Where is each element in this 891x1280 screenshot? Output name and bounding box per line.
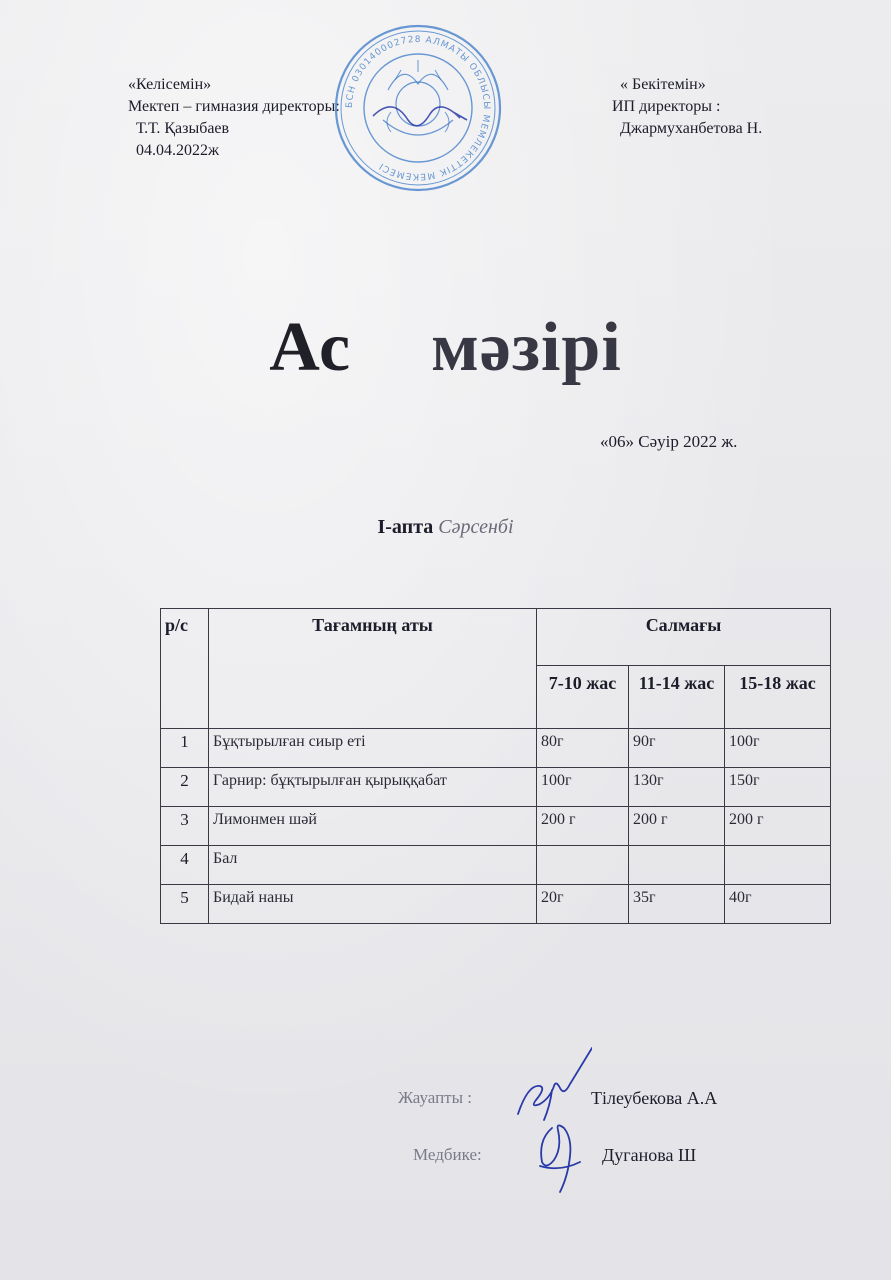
weight-11-14: 35г bbox=[629, 885, 725, 924]
nurse-label-text: Медбике: bbox=[413, 1145, 482, 1164]
table-row bbox=[161, 885, 831, 924]
weight-15-18: 40г bbox=[725, 885, 831, 924]
svg-text:БСН 030140002728 АЛМАТЫ ОБЛЫСЫ: БСН 030140002728 АЛМАТЫ ОБЛЫСЫ МЕМЛЕКЕТТІК МЕКЕМЕСІ bbox=[344, 34, 492, 182]
responsible-signature-icon bbox=[512, 1046, 592, 1126]
approval-left-date: 04.04.2022ж bbox=[136, 142, 220, 159]
header-age-15-18: 15-18 жас bbox=[725, 666, 831, 729]
row-number: 2 bbox=[161, 768, 209, 807]
weight-15-18: 200 г bbox=[725, 807, 831, 846]
responsible-name: Тілеубекова А.А bbox=[591, 1088, 718, 1108]
approval-right-name: Джармуханбетова Н. bbox=[620, 120, 763, 137]
header-age-7-10: 7-10 жас bbox=[537, 666, 629, 729]
weight-7-10: 100г bbox=[537, 768, 629, 807]
table-row bbox=[161, 807, 831, 846]
table-row bbox=[161, 846, 831, 885]
dish-name: Бұқтырылған сиыр еті bbox=[209, 729, 537, 768]
row-number: 5 bbox=[161, 885, 209, 924]
menu-date: «06» Сәуір 2022 ж. bbox=[600, 432, 738, 451]
weight-7-10: 20г bbox=[537, 885, 629, 924]
approval-left-name: Т.Т. Қазыбаев bbox=[136, 120, 230, 137]
title-word-1: Ас bbox=[269, 309, 352, 386]
dish-name: Лимонмен шәй bbox=[209, 807, 537, 846]
weight-7-10 bbox=[537, 846, 629, 885]
nurse-name: Дуганова Ш bbox=[602, 1145, 697, 1165]
weight-15-18 bbox=[725, 846, 831, 885]
weight-11-14: 90г bbox=[629, 729, 725, 768]
weight-7-10: 80г bbox=[537, 729, 629, 768]
weight-15-18: 150г bbox=[725, 768, 831, 807]
official-stamp-icon bbox=[333, 20, 503, 196]
weight-11-14 bbox=[629, 846, 725, 885]
week-line bbox=[0, 516, 891, 539]
dish-name: Бидай наны bbox=[209, 885, 537, 924]
approval-right-heading: « Бекітемін» bbox=[620, 76, 706, 93]
page-title bbox=[0, 308, 891, 388]
dish-name: Бал bbox=[209, 846, 537, 885]
weight-11-14: 130г bbox=[629, 768, 725, 807]
approval-right-role: ИП директоры : bbox=[612, 98, 721, 115]
week-day: Сәрсенбі bbox=[438, 516, 514, 538]
weight-11-14: 200 г bbox=[629, 807, 725, 846]
row-number: 4 bbox=[161, 846, 209, 885]
approval-left-role: Мектеп – гимназия директоры: bbox=[128, 98, 340, 115]
nurse-label bbox=[413, 1145, 482, 1165]
nurse-signature-icon bbox=[530, 1118, 590, 1210]
responsible-label bbox=[398, 1088, 472, 1108]
approval-left bbox=[128, 74, 340, 162]
table-row bbox=[161, 729, 831, 768]
weight-15-18: 100г bbox=[725, 729, 831, 768]
row-number: 1 bbox=[161, 729, 209, 768]
week-label: І-апта bbox=[377, 516, 434, 538]
header-weight: Салмағы bbox=[537, 609, 831, 666]
approval-right bbox=[612, 74, 762, 140]
approval-left-heading: «Келісемін» bbox=[128, 76, 212, 93]
header-number: р/с bbox=[161, 609, 209, 729]
header-age-11-14: 11-14 жас bbox=[629, 666, 725, 729]
title-word-2: мәзірі bbox=[431, 309, 622, 386]
weight-7-10: 200 г bbox=[537, 807, 629, 846]
menu-table bbox=[160, 608, 831, 924]
responsible-label-text: Жауапты : bbox=[398, 1088, 473, 1107]
header-dish-name: Тағамның аты bbox=[209, 609, 537, 729]
table-row bbox=[161, 768, 831, 807]
row-number: 3 bbox=[161, 807, 209, 846]
dish-name: Гарнир: бұқтырылған қырыққабат bbox=[209, 768, 537, 807]
